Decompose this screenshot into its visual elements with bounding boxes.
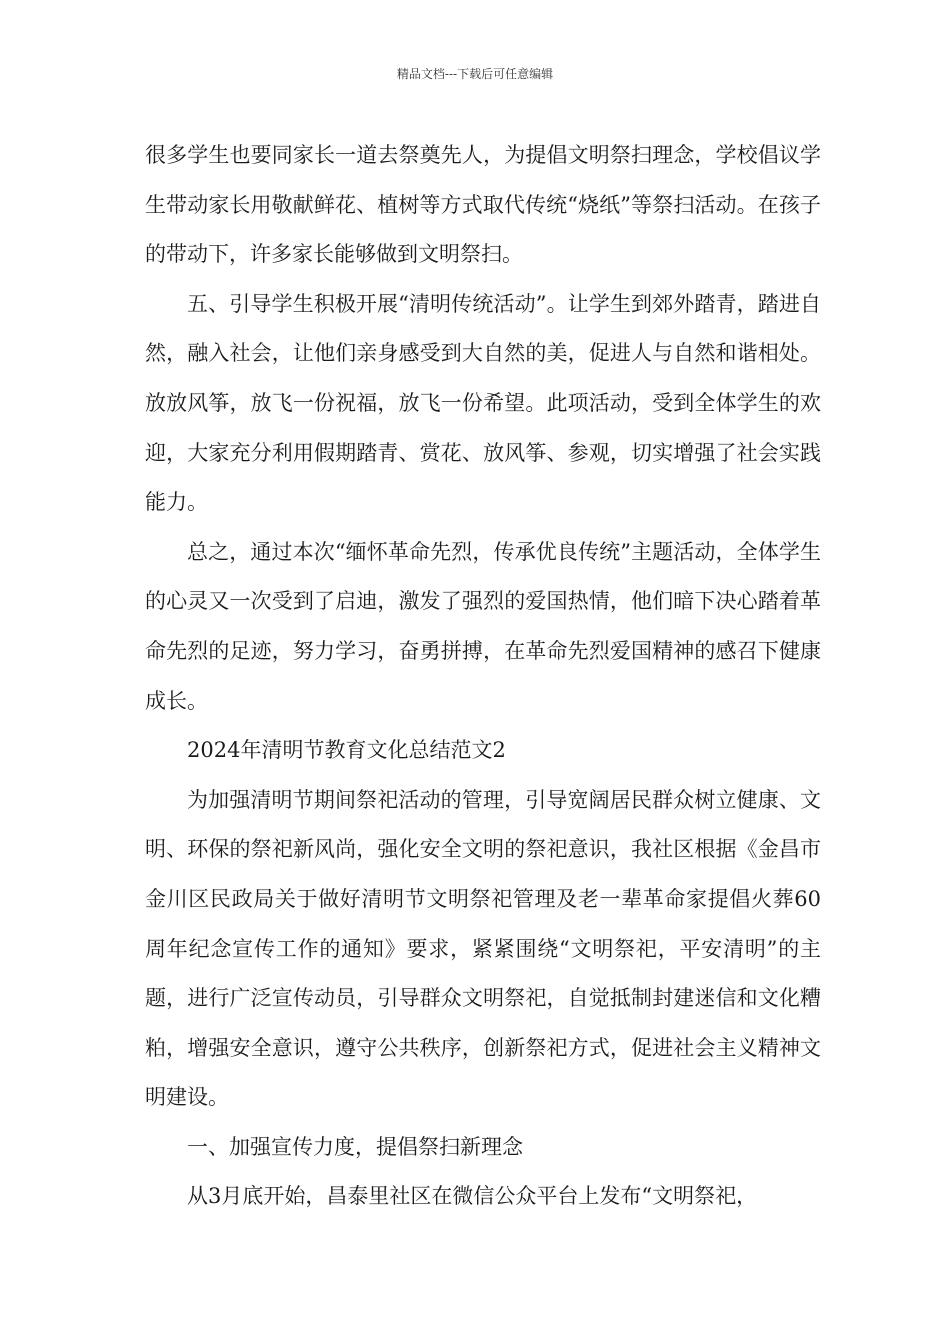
section-heading-one: 一、加强宣传力度，提倡祭扫新理念 <box>187 1134 523 1159</box>
article-title: 2024年清明节教育文化总结范文2 <box>187 738 506 763</box>
document-body <box>145 131 821 1222</box>
paragraph-intro: 为加强清明节期间祭祀活动的管理，引导宽阔居民群众树立健康、文明、环保的祭祀新风尚，强化安全文明的祭祀意识，我社区根据《金昌市金川区民政局关于做好清明节文明祭祀管理及老一辈革命家提倡火葬60周年纪念宣传工作的通知》要求，紧紧围绕“文明祭祀，平安清明”的主题，进行广泛宣传动员，引导群众文明祭祀，自觉抵制封建迷信和文化糟粕，增强安全意识，遵守公共秩序，创新祭祀方式，促进社会主义精神文明建设。 <box>145 787 821 1110</box>
paragraph-section-one: 从3月底开始，昌泰里社区在微信公众平台上发布“文明祭祀， <box>187 1184 758 1209</box>
paragraph-section-five: 五、引导学生积极开展“清明传统活动”。让学生到郊外踏青，踏进自然，融入社会，让他们亲身感受到大自然的美，促进人与自然和谐相处。放放风筝，放飞一份祝福，放飞一份希望。此项活动，受到全体学生的欢迎，大家充分利用假期踏青、赏花、放风筝、参观，切实增强了社会实践能力。 <box>145 291 821 515</box>
paragraph-conclusion: 总之，通过本次“缅怀革命先烈，传承优良传统”主题活动，全体学生的心灵又一次受到了启迪，激发了强烈的爱国热情，他们暗下决心踏着革命先烈的足迹，努力学习，奋勇拼搏，在革命先烈爱国精神的感召下健康成长。 <box>145 539 821 713</box>
page-header: 精品文档---下载后可任意编辑 <box>396 67 554 81</box>
paragraph-continuation: 很多学生也要同家长一道去祭奠先人，为提倡文明祭扫理念，学校倡议学生带动家长用敬献鲜花、植树等方式取代传统“烧纸”等祭扫活动。在孩子的带动下，许多家长能够做到文明祭扫。 <box>145 143 821 267</box>
